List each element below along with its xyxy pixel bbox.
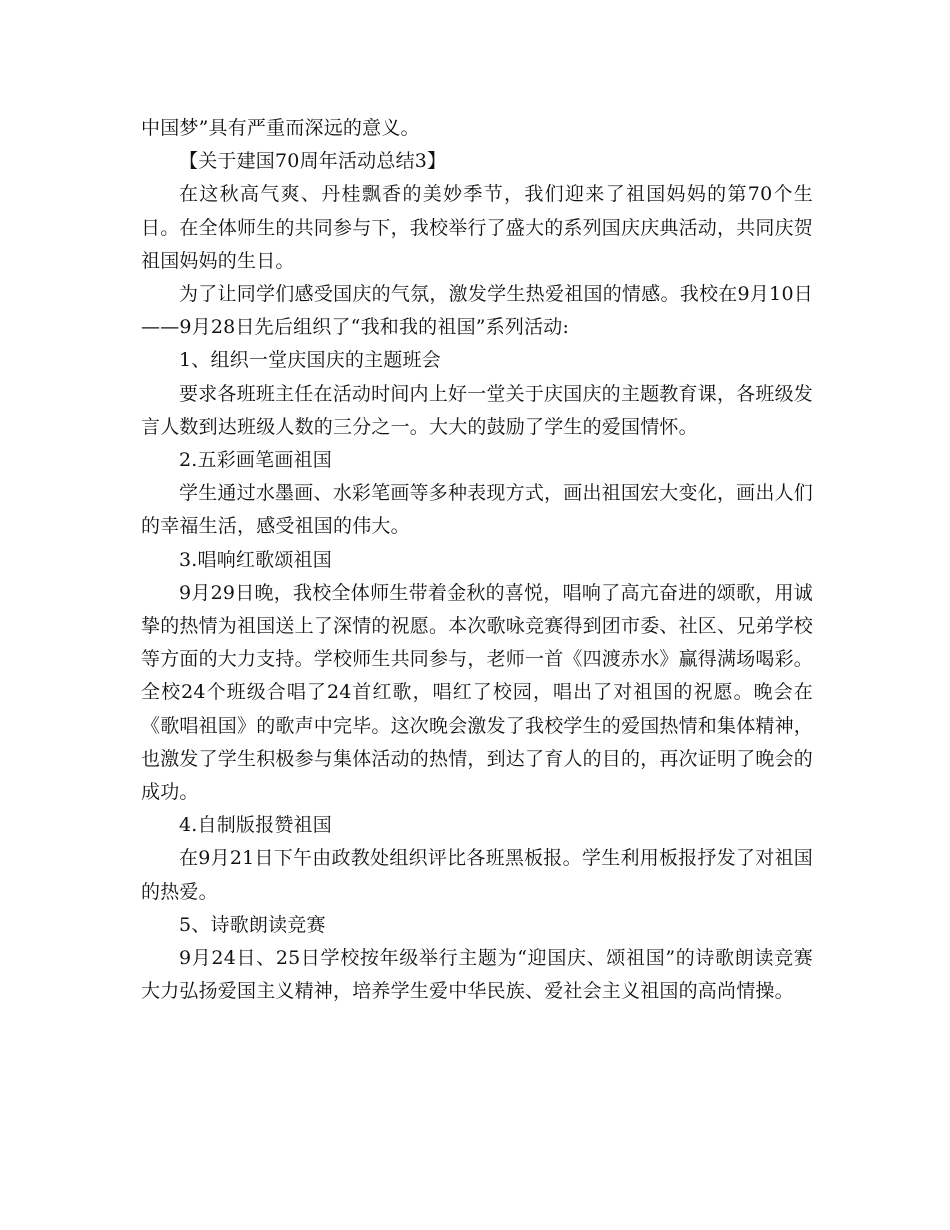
item-body-4: 在9月21日下午由政教处组织评比各班黑板报。学生利用板报抒发了对祖国的热爱。 <box>141 847 813 903</box>
item-heading-2: 2.五彩画笔画祖国 <box>179 449 332 472</box>
item-body-3: 9月29日晚，我校全体师生带着金秋的喜悦，唱响了高亢奋进的颂歌，用诚挚的热情为祖国送上了深情的祝愿。本次歌咏竞赛得到团市委、社区、兄弟学校等方面的大力支持。学校师生共同参与，老师一首《四渡赤水》赢得满场喝彩。全校24个班级合唱了24首红歌，唱红了校园，唱出了对祖国的祝愿。晚会在《歌唱祖国》的歌声中完毕。这次晚会激发了我校学生的爱国热情和集体精神，也激发了学生积极参与集体活动的热情，到达了育人的目的，再次证明了晚会的成功。 <box>141 581 814 804</box>
paragraph-overview: 为了让同学们感受国庆的气氛，激发学生热爱祖国的情感。我校在9月10日——9月28日先后组织了“我和我的祖国”系列活动: <box>141 283 813 339</box>
item-body-2: 学生通过水墨画、水彩笔画等多种表现方式，画出祖国宏大变化，画出人们的幸福生活，感受祖国的伟大。 <box>141 482 813 538</box>
paragraph-intro: 在这秋高气爽、丹桂飘香的美妙季节，我们迎来了祖国妈妈的第70个生日。在全体师生的共同参与下，我校举行了盛大的系列国庆庆典活动，共同庆贺祖国妈妈的生日。 <box>141 183 814 272</box>
item-body-5: 9月24日、25日学校按年级举行主题为“迎国庆、颂祖国”的诗歌朗读竞赛大力弘扬爱国主义精神，培养学生爱中华民族、爱社会主义祖国的高尚情操。 <box>141 947 813 1003</box>
item-heading-4: 4.自制版报赞祖国 <box>179 814 332 837</box>
paragraph-continuation: 中国梦”具有严重而深远的意义。 <box>141 117 420 139</box>
item-heading-1: 1、组织一堂庆国庆的主题班会 <box>179 349 441 372</box>
section-heading: 【关于建国70周年活动总结3】 <box>179 150 447 173</box>
item-heading-5: 5、诗歌朗读竞赛 <box>179 913 326 936</box>
item-body-1: 要求各班班主任在活动时间内上好一堂关于庆国庆的主题教育课，各班级发言人数到达班级人数的三分之一。大大的鼓励了学生的爱国情怀。 <box>141 382 813 438</box>
document-page <box>141 112 813 1008</box>
item-heading-3: 3.唱响红歌颂祖国 <box>179 548 332 571</box>
